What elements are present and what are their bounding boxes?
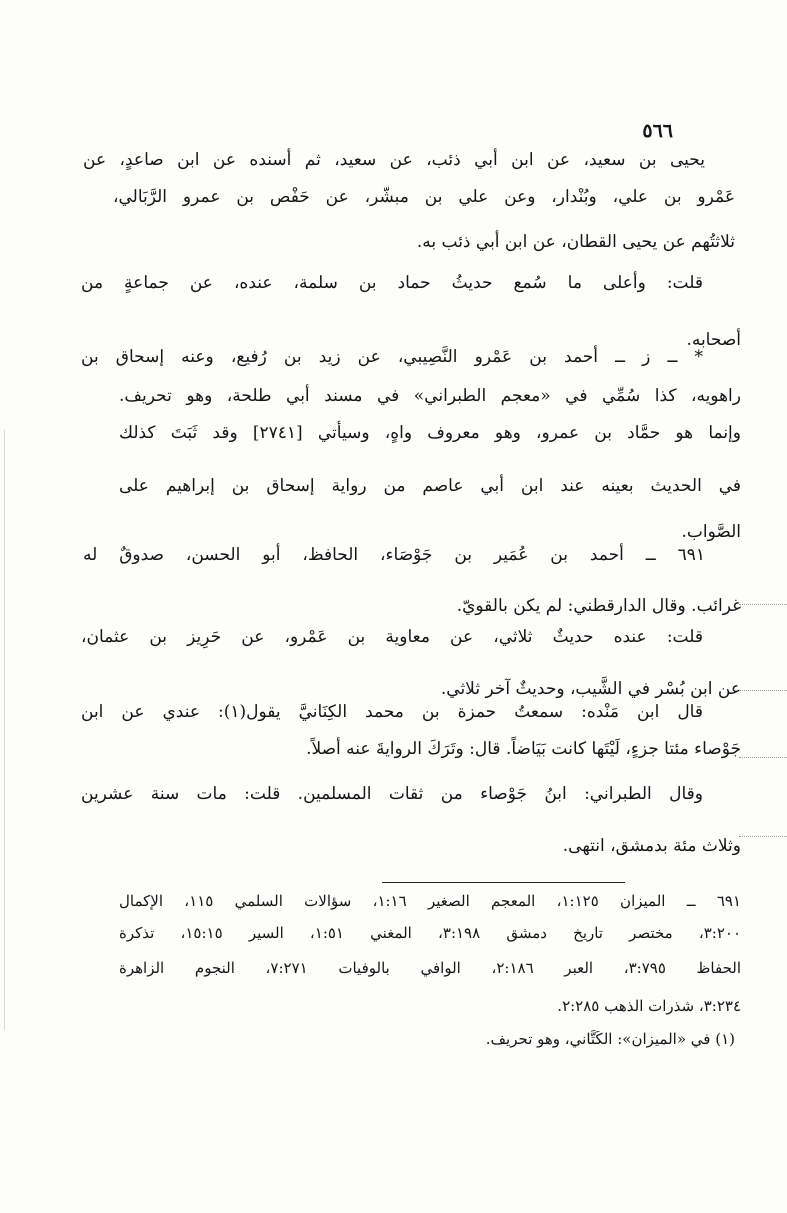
- entry-691-line-6: جَوْصاء مئتا جزءٍ، لَيْتَها كانت بَيَاضاً. قال: وتَرَكَ الروايةَ عنه أصلاً.: [306, 739, 741, 759]
- entry-691-line-2: غرائب. وقال الدارقطني: لم يكن بالقويّ.: [456, 596, 741, 616]
- entry-asterisk-line-4: في الحديث بعينه عند ابن أبي عاصم من رواية إسحاق بن إبراهيم على: [119, 476, 741, 496]
- entry-691-line-3: قلت: عنده حديثٌ ثلاثي، عن معاوية بن عَمْرو، عن حَرِيز بن عثمان،: [81, 627, 703, 647]
- footnote-sources-line-4: ٣:٢٣٤، شذرات الذهب ٢:٢٨٥.: [557, 997, 741, 1015]
- page-edge-shadow: [4, 430, 5, 1030]
- entry-691-line-5: قال ابن مَنْده: سمعتُ حمزة بن محمد الكِنَانيَّ يقول(١): عندي عن ابن: [81, 702, 703, 722]
- entry-691-line-7: وقال الطبراني: ابنُ جَوْصاء من ثقات المسلمين. قلت: مات سنة عشرين: [81, 784, 703, 804]
- entry-691-line-1: ٦٩١ ــ أحمد بن عُمَير بن جَوْصَاء، الحافظ، أبو الحسن، صدوقٌ له: [83, 545, 705, 565]
- entry-asterisk-line-5: الصَّواب.: [681, 522, 741, 542]
- text-line-2: عَمْرو بن علي، وبُنْدار، وعن علي بن مبشّر، عن حَفْص بن عمرو الرَّبَالي،: [113, 187, 735, 207]
- text-line-3: ثلاثتُهم عن يحيى القطان، عن ابن أبي ذئب به.: [416, 232, 735, 252]
- margin-dotted-mark: [739, 836, 787, 837]
- footnote-sources-line-2: ٣:٢٠٠، مختصر تاريخ دمشق ٣:١٩٨، المغني ١:٥١، السير ١٥:١٥، تذكرة: [119, 924, 741, 942]
- margin-dotted-mark: [739, 757, 787, 758]
- footnote-sources-line-3: الحفاظ ٣:٧٩٥، العبر ٢:١٨٦، الوافي بالوفيات ٧:٢٧١، النجوم الزاهرة: [119, 959, 741, 977]
- text-line-4: قلت: وأعلى ما سُمع حديثُ حماد بن سلمة، عنده، عن جماعةٍ من: [81, 273, 703, 293]
- entry-691-line-4: عن ابن بُسْر في الشَّيب، وحديثٌ آخر ثلاثي.: [440, 679, 741, 699]
- entry-asterisk-line-2: راهويه، كذا سُمِّي في «معجم الطبراني» في مسند أبي طلحة، وهو تحريف.: [119, 386, 741, 406]
- footnote-sources-line-1: ٦٩١ ــ الميزان ١:١٢٥، المعجم الصغير ١:١٦، سؤالات السلمي ١١٥، الإكمال: [119, 892, 741, 910]
- page-number: ٥٦٦: [642, 120, 673, 142]
- footnote-1: (١) في «الميزان»: الكَتَّاني، وهو تحريف.: [485, 1030, 735, 1048]
- margin-dotted-mark: [739, 690, 787, 691]
- text-line-5: أصحابه.: [686, 330, 741, 350]
- entry-691-line-8: وثلاث مئة بدمشق، انتهى.: [562, 836, 741, 856]
- text-line-1: يحيى بن سعيد، عن ابن أبي ذئب، عن سعيد، ثم أسنده عن ابن صاعدٍ، عن: [83, 150, 705, 170]
- footnote-divider: [382, 882, 625, 883]
- margin-dotted-mark: [739, 604, 787, 605]
- entry-asterisk-line-1: * ــ ز ــ أحمد بن عَمْرو النَّصِيبي، عن زيد بن رُفيع، وعنه إسحاق بن: [81, 347, 703, 367]
- entry-asterisk-line-3: وإنما هو حمَّاد بن عمرو، وهو معروف واهٍ، وسيأتي [٢٧٤١] وقد ثَبَتَ كذلك: [119, 423, 741, 443]
